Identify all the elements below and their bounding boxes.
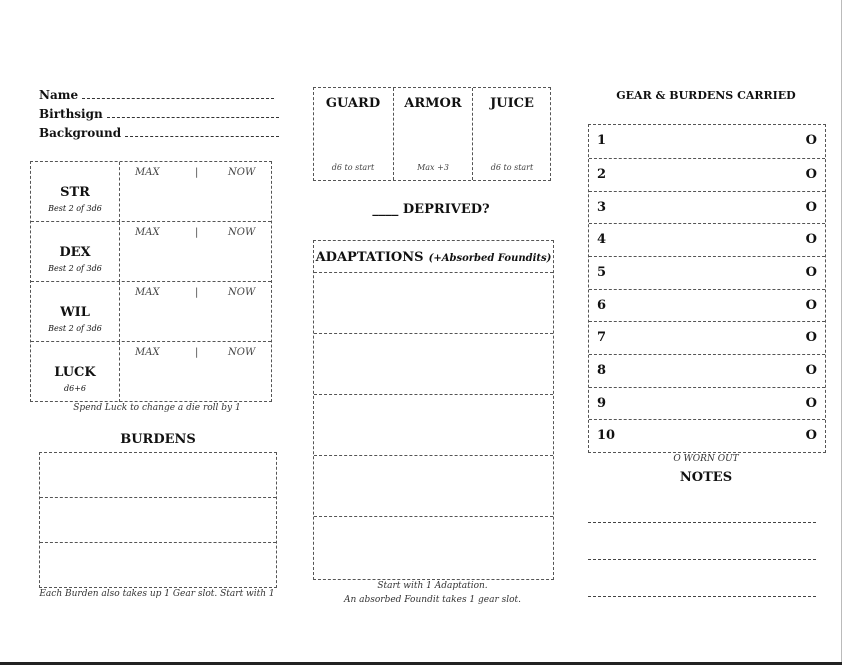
adaptations-header xyxy=(314,241,553,272)
birthsign-field[interactable] xyxy=(107,107,279,118)
adaptations-box xyxy=(313,240,554,580)
adaptations-title: ADAPTATIONS xyxy=(315,250,424,265)
burdens-caption: Each Burden also takes up 1 Gear slot. Start with 1 xyxy=(39,589,275,599)
deprived-blank[interactable]: ____ xyxy=(372,202,399,217)
armor-cell[interactable] xyxy=(393,88,472,180)
stats-box xyxy=(30,161,272,402)
adaptation-slot-1[interactable] xyxy=(314,272,553,334)
stat-note: Best 2 of 3d6 xyxy=(48,264,102,273)
max-now-separator: | xyxy=(195,227,199,238)
gear-slot-number: 4 xyxy=(597,232,607,247)
gear-slot-number: 6 xyxy=(597,298,607,313)
gear-slot-number: 5 xyxy=(597,265,607,280)
now-label: NOW xyxy=(228,347,256,358)
gear-slot[interactable] xyxy=(589,387,825,420)
gear-slot-mark[interactable]: O xyxy=(805,298,817,313)
gear-slot-number: 8 xyxy=(597,363,607,378)
deprived-row xyxy=(313,202,549,217)
burden-slot-2[interactable] xyxy=(40,497,276,542)
guard-note: d6 to start xyxy=(331,163,375,172)
burden-slot-1[interactable] xyxy=(40,453,276,497)
gear-slot-mark[interactable]: O xyxy=(805,363,817,378)
worn-out-caption: O WORN OUT xyxy=(673,454,739,464)
adaptation-slot-2[interactable] xyxy=(314,333,553,395)
gear-slot-number: 10 xyxy=(597,428,616,443)
now-label: NOW xyxy=(228,167,256,178)
stat-name: WIL xyxy=(60,305,90,320)
adaptations-caption-2: An absorbed Foundit takes 1 gear slot. xyxy=(343,595,522,605)
stat-divider xyxy=(119,222,120,282)
gear-slot[interactable] xyxy=(589,223,825,256)
gear-title: GEAR & BURDENS CARRIED xyxy=(616,89,796,102)
name-row xyxy=(39,88,274,102)
armor-label: ARMOR xyxy=(404,96,462,111)
guard-cell[interactable] xyxy=(314,88,392,180)
gear-slot[interactable] xyxy=(589,289,825,322)
adaptations-subtitle: (+Absorbed Foundits) xyxy=(428,253,552,264)
stat-note: d6+6 xyxy=(63,384,86,393)
birthsign-label: Birthsign xyxy=(39,107,103,121)
stat-note: Best 2 of 3d6 xyxy=(48,204,102,213)
gear-slot-number: 3 xyxy=(597,200,607,215)
stat-row-wil xyxy=(31,281,271,342)
max-now-separator: | xyxy=(195,287,199,298)
juice-note: d6 to start xyxy=(490,163,534,172)
max-label: MAX xyxy=(135,167,160,178)
juice-label: JUICE xyxy=(490,96,534,111)
stat-name: STR xyxy=(60,185,90,200)
background-row xyxy=(39,126,279,140)
max-label: MAX xyxy=(135,227,160,238)
adaptation-slot-3[interactable] xyxy=(314,394,553,456)
armor-note: Max +3 xyxy=(417,163,449,172)
gear-slot-number: 2 xyxy=(597,167,607,182)
stat-divider xyxy=(119,282,120,342)
burdens-title: BURDENS xyxy=(120,432,196,447)
birthsign-row xyxy=(39,107,279,121)
gear-slot-number: 9 xyxy=(597,396,607,411)
deprived-label: DEPRIVED? xyxy=(402,202,490,217)
max-label: MAX xyxy=(135,287,160,298)
max-label: MAX xyxy=(135,347,160,358)
notes-line-1[interactable] xyxy=(588,522,816,523)
now-label: NOW xyxy=(228,227,256,238)
gear-slot-mark[interactable]: O xyxy=(805,232,817,247)
gear-slot-mark[interactable]: O xyxy=(805,265,817,280)
stat-divider xyxy=(119,342,120,402)
background-field[interactable] xyxy=(125,126,279,137)
gear-slot[interactable] xyxy=(589,354,825,387)
stat-name: DEX xyxy=(59,245,91,260)
stat-divider xyxy=(119,162,120,222)
gear-slot[interactable] xyxy=(589,321,825,354)
stat-name: LUCK xyxy=(54,365,96,380)
name-label: Name xyxy=(39,88,79,102)
defense-box xyxy=(313,87,551,181)
max-now-separator: | xyxy=(195,347,199,358)
gear-slot[interactable] xyxy=(589,125,825,157)
max-now-separator: | xyxy=(195,167,199,178)
gear-box xyxy=(588,124,826,453)
gear-slot-mark[interactable]: O xyxy=(805,167,817,182)
guard-label: GUARD xyxy=(325,96,381,111)
stat-row-dex xyxy=(31,221,271,282)
adaptation-slot-5[interactable] xyxy=(314,516,553,580)
gear-slot-number: 7 xyxy=(597,330,607,345)
juice-cell[interactable] xyxy=(472,88,551,180)
background-label: Background xyxy=(39,126,122,140)
gear-slot[interactable] xyxy=(589,158,825,191)
notes-line-2[interactable] xyxy=(588,559,816,560)
gear-slot-mark[interactable]: O xyxy=(805,396,817,411)
stat-row-luck xyxy=(31,341,271,402)
luck-caption: Spend Luck to change a die roll by 1 xyxy=(73,403,241,413)
gear-slot-mark[interactable]: O xyxy=(805,200,817,215)
gear-slot[interactable] xyxy=(589,256,825,289)
adaptations-caption-1: Start with 1 Adaptation. xyxy=(377,581,488,591)
burden-slot-3[interactable] xyxy=(40,542,276,588)
gear-slot-number: 1 xyxy=(597,133,607,148)
burdens-box xyxy=(39,452,277,588)
gear-slot-mark[interactable]: O xyxy=(805,133,817,148)
gear-slot[interactable] xyxy=(589,419,825,452)
adaptation-slot-4[interactable] xyxy=(314,455,553,517)
gear-slot[interactable] xyxy=(589,191,825,224)
gear-slot-mark[interactable]: O xyxy=(805,330,817,345)
notes-line-3[interactable] xyxy=(588,596,816,597)
notes-title: NOTES xyxy=(679,470,733,485)
gear-slot-mark[interactable]: O xyxy=(805,428,817,443)
stat-row-str xyxy=(31,162,271,222)
stat-note: Best 2 of 3d6 xyxy=(48,324,102,333)
name-field[interactable] xyxy=(82,88,274,99)
now-label: NOW xyxy=(228,287,256,298)
